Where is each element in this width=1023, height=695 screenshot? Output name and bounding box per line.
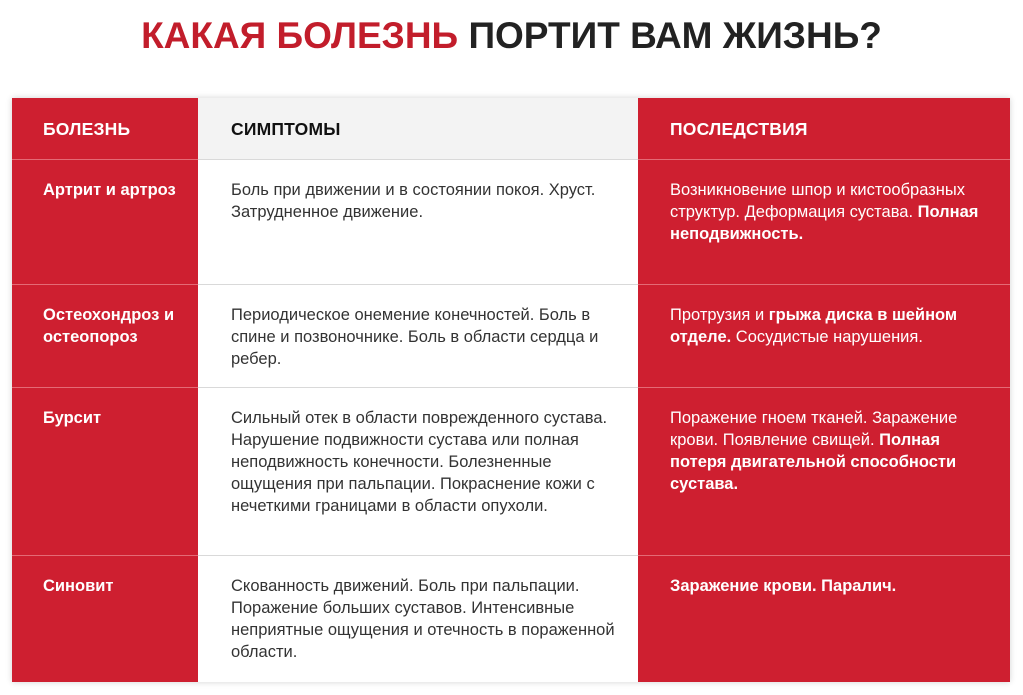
symptoms-cell: Сильный отек в области поврежденного сустава. Нарушение подвижности сустава или полная неподвижность конечности. Болезненные ощущения при пальпации. Покраснение кожи с нечеткими границами в области опухоли.	[198, 388, 638, 556]
disease-cell: Артрит и артроз	[12, 160, 198, 285]
consequences-cell	[638, 388, 1010, 556]
header-symptoms: СИМПТОМЫ	[198, 98, 638, 160]
consequence-text-bold: Полная потеря двигательной способности сустава.	[670, 431, 957, 493]
symptoms-cell: Периодическое онемение конечностей. Боль в спине и позвоночнике. Боль в области сердца и ребер.	[198, 285, 638, 388]
consequence-text-bold: грыжа диска в шейном отделе.	[670, 306, 958, 346]
disease-cell: Остеохондроз и остеопороз	[12, 285, 198, 388]
page-title-accent: КАКАЯ БОЛЕЗНЬ	[141, 15, 459, 56]
consequences-cell	[638, 556, 1010, 682]
page-title-rest: ПОРТИТ ВАМ ЖИЗНЬ?	[468, 15, 882, 56]
page-title	[0, 14, 1023, 58]
disease-cell: Синовит	[12, 556, 198, 682]
consequence-text-bold: Заражение крови. Паралич.	[670, 577, 897, 595]
consequences-cell	[638, 285, 1010, 388]
consequence-text: Сосудистые нарушения.	[731, 328, 923, 346]
consequences-cell	[638, 160, 1010, 285]
consequence-text: Протрузия и	[670, 306, 769, 324]
header-consequences: ПОСЛЕДСТВИЯ	[638, 98, 1010, 160]
disease-cell: Бурсит	[12, 388, 198, 556]
symptoms-cell: Скованность движений. Боль при пальпации. Поражение больших суставов. Интенсивные неприятные ощущения и отечность в пораженной области.	[198, 556, 638, 682]
consequence-text: Возникновение шпор и кистообразных структур. Деформация сустава.	[670, 181, 965, 221]
header-disease: БОЛЕЗНЬ	[12, 98, 198, 160]
consequence-text-bold: Полная неподвижность.	[670, 203, 979, 243]
consequence-text: Поражение гноем тканей. Заражение крови. Появление свищей.	[670, 409, 958, 449]
disease-table	[12, 98, 1010, 682]
symptoms-cell: Боль при движении и в состоянии покоя. Хруст. Затрудненное движение.	[198, 160, 638, 285]
